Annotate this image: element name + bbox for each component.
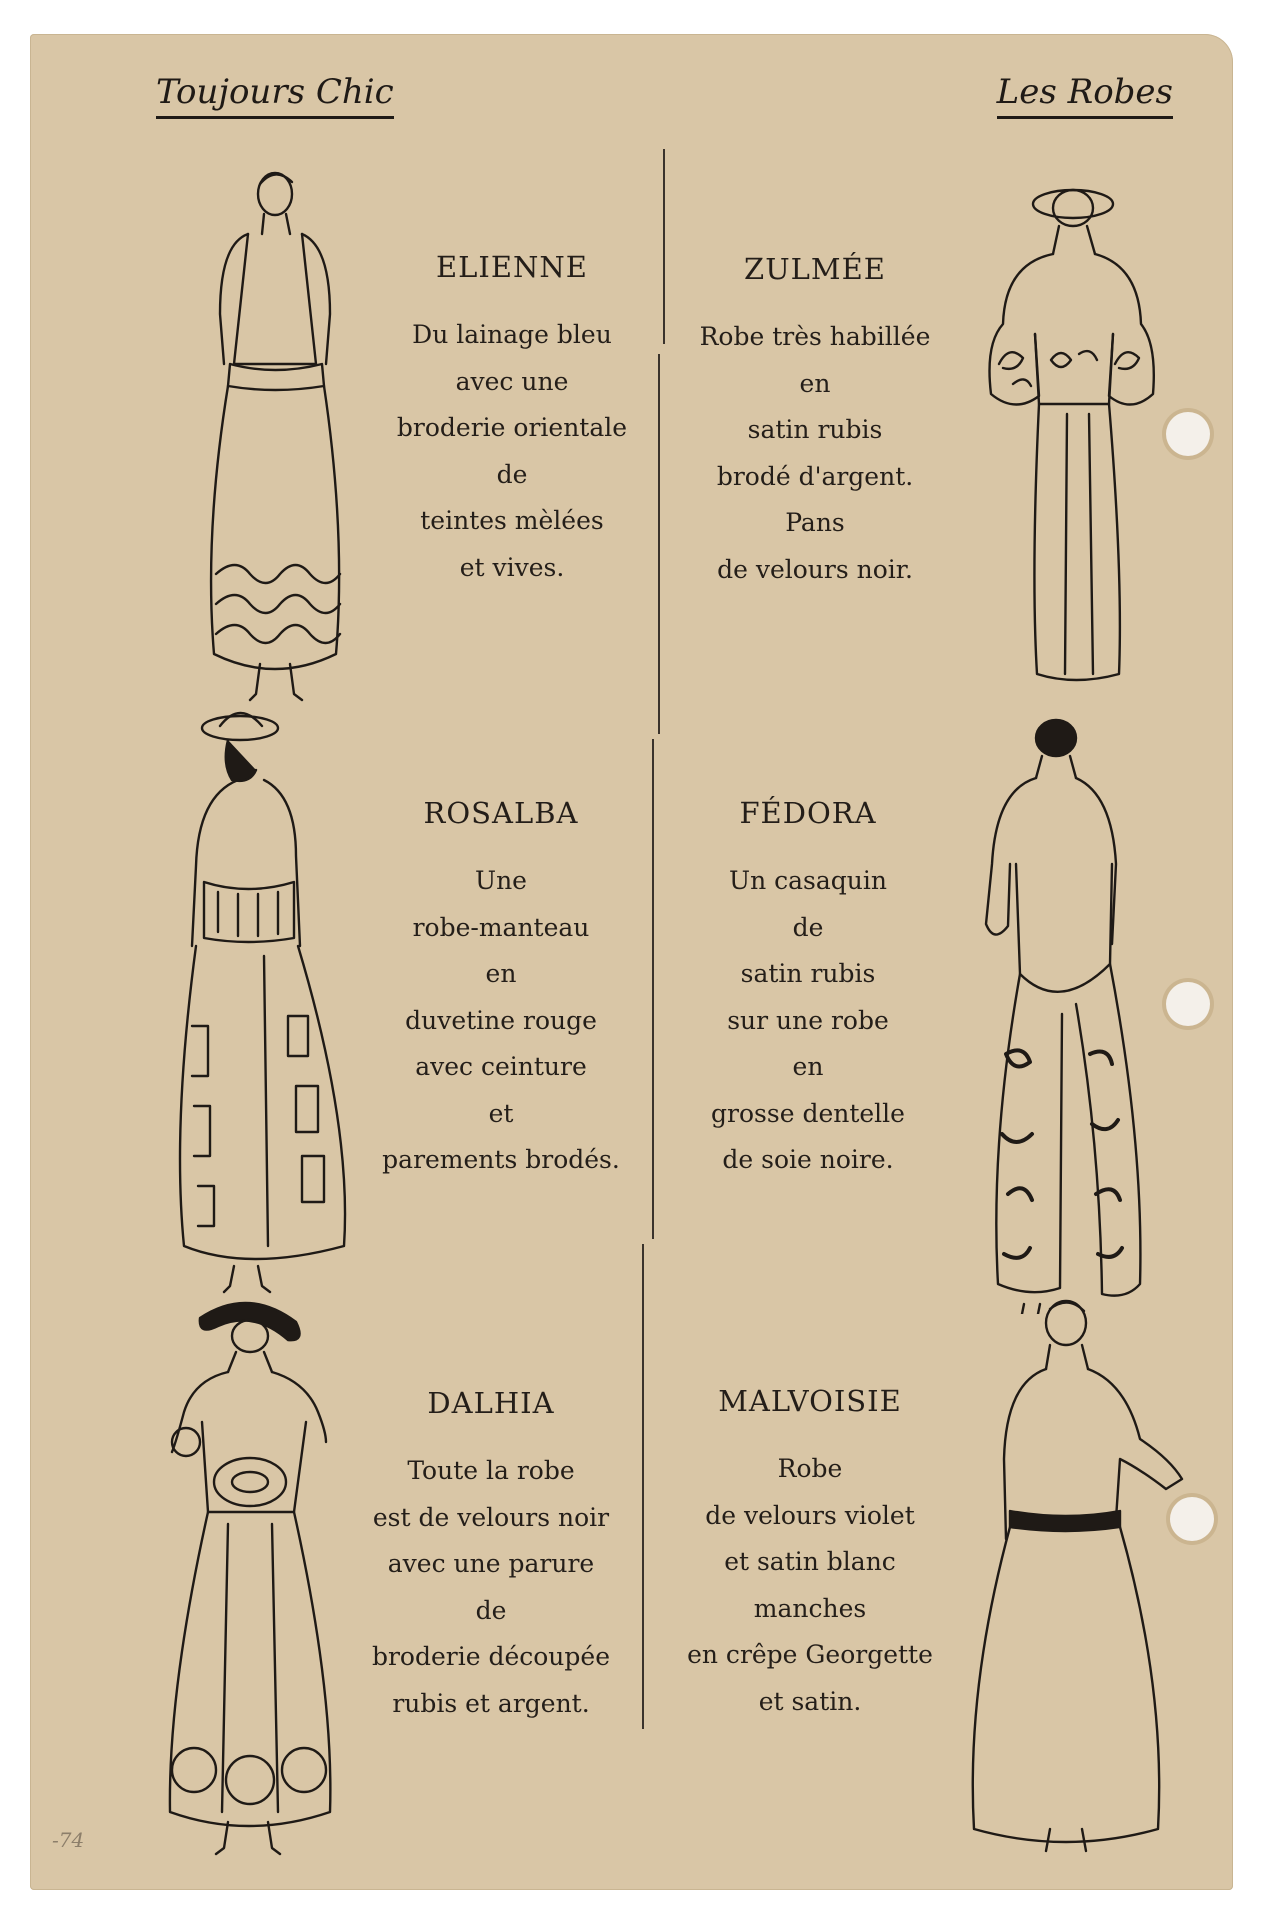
description-line: en (792, 1052, 824, 1081)
dress-name: DALHIA (427, 1386, 555, 1420)
description-line: teintes mèlées (420, 506, 604, 535)
description-line: est de velours noir (372, 1502, 610, 1532)
punch-hole (1170, 1497, 1214, 1541)
description-line: parements brodés. (382, 1145, 620, 1174)
description-line: Robe (777, 1454, 843, 1483)
fashion-illustration-dalhia (158, 1292, 358, 1862)
description-line: de soie noire. (722, 1145, 894, 1174)
column-divider (652, 739, 654, 1239)
description-line: duvetine rouge (405, 1005, 597, 1035)
dress-entry-fedora (663, 796, 953, 1184)
punch-hole (1166, 412, 1210, 456)
description-line: en crêpe Georgette (687, 1640, 933, 1669)
description-line: de (496, 459, 528, 489)
description-line: Un casaquin (729, 866, 887, 895)
column-divider (642, 1244, 644, 1729)
header-title-right: Les Robes (997, 72, 1173, 119)
description-line: de (475, 1595, 507, 1625)
description-line: et (488, 1098, 514, 1128)
dress-name: MALVOISIE (718, 1384, 902, 1418)
description-line: broderie orientale (396, 413, 628, 442)
fashion-illustration-rosalba (168, 706, 378, 1296)
description-line: avec une (455, 366, 569, 396)
fashion-illustration-zulmee (955, 174, 1185, 694)
description-line: sur une robe (727, 1005, 889, 1035)
description-line: rubis et argent. (392, 1688, 590, 1718)
description-line: avec ceinture (415, 1052, 587, 1081)
description-line: et satin. (758, 1686, 862, 1716)
description-line: de velours violet (705, 1500, 915, 1530)
dress-entry-elienne (367, 250, 657, 591)
description-line: Toute la robe (407, 1456, 575, 1485)
dress-name: ELIENNE (436, 250, 588, 284)
description-line: brodé d'argent. (716, 461, 914, 491)
description-line: broderie découpée (371, 1642, 611, 1671)
dress-name: ROSALBA (423, 796, 579, 830)
description-line: en (799, 368, 831, 398)
dress-entry-rosalba (356, 796, 646, 1184)
description-line: satin rubis (740, 959, 876, 988)
dress-name: FÉDORA (739, 796, 877, 830)
header-title-left: Toujours Chic (156, 72, 394, 119)
description-line: Pans (785, 508, 845, 537)
fashion-illustration-fedora (980, 714, 1150, 1314)
description-line: de velours noir. (717, 554, 913, 584)
description-line: robe-manteau (412, 912, 590, 942)
punch-hole (1166, 982, 1210, 1026)
description-line: Une (475, 866, 527, 895)
description-line: manches (753, 1593, 867, 1623)
fashion-illustration-malvoisie (970, 1289, 1190, 1869)
page-number: -74 (52, 1828, 85, 1852)
column-divider (658, 354, 660, 734)
description-line: Du lainage bleu (412, 320, 612, 349)
description-line: de (792, 912, 824, 942)
description-line: avec une parure (387, 1549, 595, 1578)
description-line: satin rubis (747, 415, 883, 444)
description-line: grosse dentelle (711, 1098, 905, 1128)
description-line: Robe très habillée (699, 322, 931, 351)
description-line: en (485, 959, 517, 988)
dress-entry-malvoisie (665, 1384, 955, 1725)
catalog-page (30, 34, 1233, 1890)
description-line: et vives. (459, 552, 565, 582)
fashion-illustration-elienne (190, 154, 360, 714)
dress-name: ZULMÉE (744, 252, 886, 286)
dress-entry-dalhia (346, 1386, 636, 1727)
description-line: et satin blanc (724, 1547, 896, 1576)
column-divider (663, 149, 665, 344)
dress-entry-zulmee (670, 252, 960, 593)
